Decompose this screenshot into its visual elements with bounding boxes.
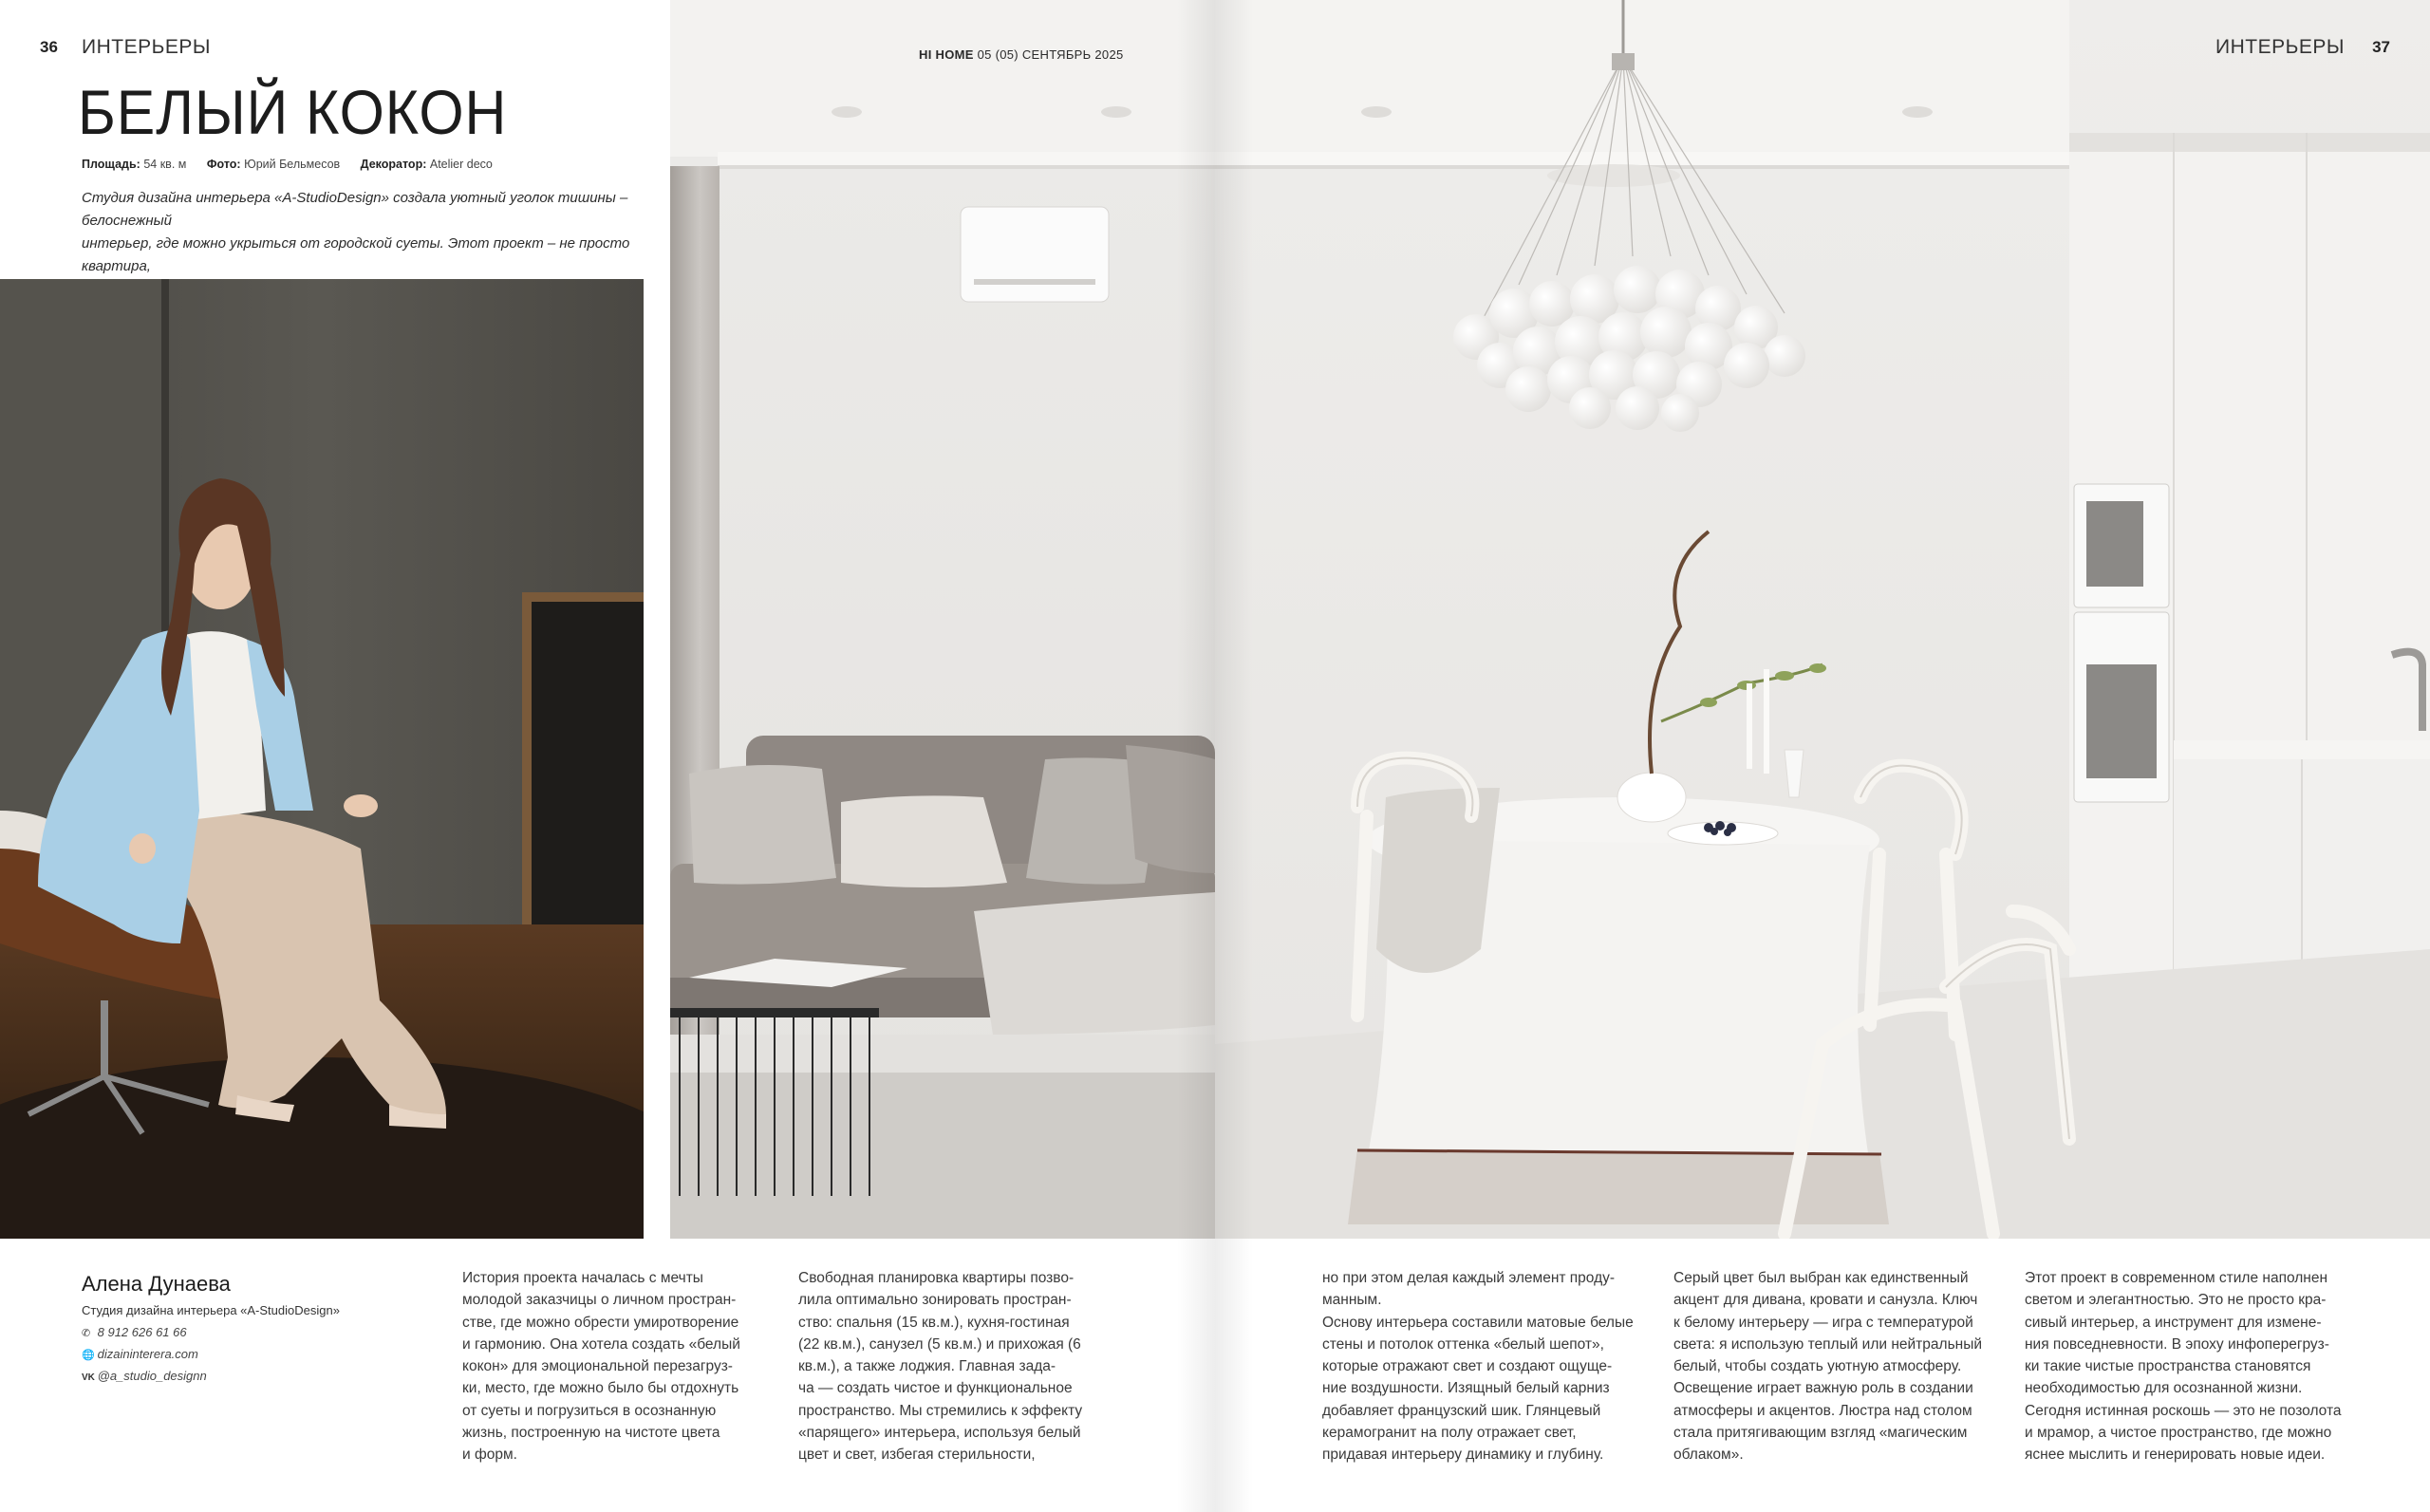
body-line: ча — создать чистое и функциональное: [798, 1380, 1073, 1397]
body-line: от суеты и погрузиться в осознанную: [462, 1402, 717, 1419]
website-link[interactable]: dizaininterera.com: [97, 1347, 198, 1361]
body-column-3: [1322, 1267, 1645, 1466]
body-column-5: [2025, 1267, 2347, 1466]
right-page: [1215, 0, 2430, 1512]
article-title: БЕЛЫЙ КОКОН: [78, 77, 508, 147]
body-line: светом и элегантностью. Это не просто кра-: [2025, 1292, 2327, 1309]
body-line: кв.м.), а также лоджия. Главная зада-: [798, 1358, 1056, 1375]
body-line: добавляет французский шик. Глянцевый: [1322, 1402, 1601, 1419]
body-line: манным.: [1322, 1292, 1382, 1309]
contact-website: [82, 1347, 198, 1361]
body-line: Серый цвет был выбран как единственный: [1673, 1270, 1969, 1286]
designer-portrait-photo: [0, 279, 644, 1239]
body-column-2: [798, 1267, 1121, 1466]
body-line: Сегодня истинная роскошь — это не позолота: [2025, 1402, 2342, 1419]
page-number-right: 37: [2372, 38, 2390, 56]
body-line: атмосферы и акцентов. Люстра над столом: [1673, 1402, 1972, 1419]
lede-line: интерьер, где можно укрыться от городской суеты. Этот проект – не просто квартира,: [82, 235, 630, 274]
decorator-label: Декоратор:: [360, 158, 427, 171]
body-line: и мрамор, а чистое пространство, где можно: [2025, 1425, 2332, 1442]
body-line: белый, чтобы создать уютную атмосферу.: [1673, 1358, 1962, 1375]
body-line: которые отражают свет и создают ощуще-: [1322, 1358, 1613, 1375]
interior-photo-right: [1215, 0, 2430, 1239]
body-line: ки такие чистые пространства становятся: [2025, 1358, 2311, 1375]
living-room-illustration: [670, 0, 1215, 1239]
phone-icon: ✆: [82, 1328, 91, 1339]
body-line: придавая интерьеру динамику и глубину.: [1322, 1447, 1604, 1464]
body-column-4: [1673, 1267, 1996, 1466]
body-line: и форм.: [462, 1447, 517, 1464]
body-line: цвет и свет, избегая стерильности,: [798, 1447, 1036, 1464]
body-line: яснее мыслить и генерировать новые идеи.: [2025, 1447, 2326, 1464]
body-line: ки, место, где можно было бы отдохнуть: [462, 1380, 739, 1397]
interior-photo-left: [670, 0, 1215, 1239]
contact-phone: [82, 1325, 187, 1339]
vk-icon: VK: [82, 1372, 95, 1383]
body-line: стве, где можно обрести умиротворение: [462, 1314, 739, 1331]
section-name-left: ИНТЕРЬЕРЫ: [82, 36, 211, 58]
body-line: но при этом делая каждый элемент проду-: [1322, 1270, 1616, 1286]
section-name-right: ИНТЕРЬЕРЫ: [2215, 36, 2345, 58]
photo-label: Фото:: [206, 158, 241, 171]
area-value: 54 кв. м: [143, 158, 187, 171]
magazine-masthead: [919, 47, 1124, 62]
portrait-illustration: [0, 279, 644, 1239]
designer-name: Алена Дунаева: [82, 1272, 231, 1296]
body-line: Освещение играет важную роль в создании: [1673, 1380, 1973, 1397]
body-line: ния повседневности. В эпоху инфоперегруз-: [2025, 1335, 2329, 1353]
body-line: Основу интерьера составили матовые белые: [1322, 1314, 1634, 1331]
body-line: ние воздушности. Изящный белый карниз: [1322, 1380, 1610, 1397]
body-line: сивый интерьер, а инструмент для измене-: [2025, 1314, 2322, 1331]
photo-value: Юрий Бельмесов: [244, 158, 341, 171]
masthead-brand: HI HOME: [919, 47, 974, 62]
body-line: пространство. Мы стремились к эффекту: [798, 1402, 1083, 1419]
body-line: акцент для дивана, кровати и санузла. Ключ: [1673, 1292, 1978, 1309]
area-label: Площадь:: [82, 158, 140, 171]
social-handle[interactable]: @a_studio_designn: [97, 1369, 207, 1383]
body-line: жизнь, построенную на чистоте цвета: [462, 1425, 720, 1442]
body-line: лила оптимально зонировать простран-: [798, 1292, 1072, 1309]
body-line: Свободная планировка квартиры позво-: [798, 1270, 1075, 1286]
body-line: ство: спальня (15 кв.м.), кухня-гостиная: [798, 1314, 1070, 1331]
body-line: молодой заказчицы о личном простран-: [462, 1292, 737, 1309]
body-line: стала притягивающим взгляд «магическим: [1673, 1425, 1968, 1442]
body-line: История проекта началась с мечты: [462, 1270, 703, 1286]
body-line: необходимостью для осознанной жизни.: [2025, 1380, 2303, 1397]
page-number-left: 36: [40, 38, 58, 56]
body-line: Этот проект в современном стиле наполнен: [2025, 1270, 2328, 1286]
body-line: и гармонию. Она хотела создать «белый: [462, 1335, 740, 1353]
globe-icon: 🌐: [82, 1350, 95, 1361]
body-line: стены и потолок оттенка «белый шепот»,: [1322, 1335, 1604, 1353]
lede-line: Студия дизайна интерьера «A-StudioDesign» создала уютный уголок тишины – белоснежный: [82, 190, 628, 229]
body-line: света: я использую теплый или нейтральный: [1673, 1335, 1983, 1353]
phone-number: 8 912 626 61 66: [97, 1325, 187, 1339]
body-line: (22 кв.м.), санузел (5 кв.м.) и прихожая (6: [798, 1335, 1081, 1353]
designer-studio: Студия дизайна интерьера «A-StudioDesign»: [82, 1303, 340, 1317]
body-line: кокон» для эмоциональной перезагруз-: [462, 1358, 733, 1375]
body-line: к белому интерьеру — игра с температурой: [1673, 1314, 1973, 1331]
body-line: керамогранит на полу отражает свет,: [1322, 1425, 1577, 1442]
body-column-1: [462, 1267, 785, 1466]
contact-social: [82, 1369, 207, 1383]
body-line: облаком».: [1673, 1447, 1744, 1464]
dining-kitchen-illustration: [1215, 0, 2430, 1239]
article-credits: [82, 158, 493, 171]
decorator-value: Atelier deco: [429, 158, 493, 171]
masthead-issue: 05 (05) СЕНТЯБРЬ 2025: [977, 47, 1124, 62]
body-line: «парящего» интерьера, используя белый: [798, 1425, 1081, 1442]
